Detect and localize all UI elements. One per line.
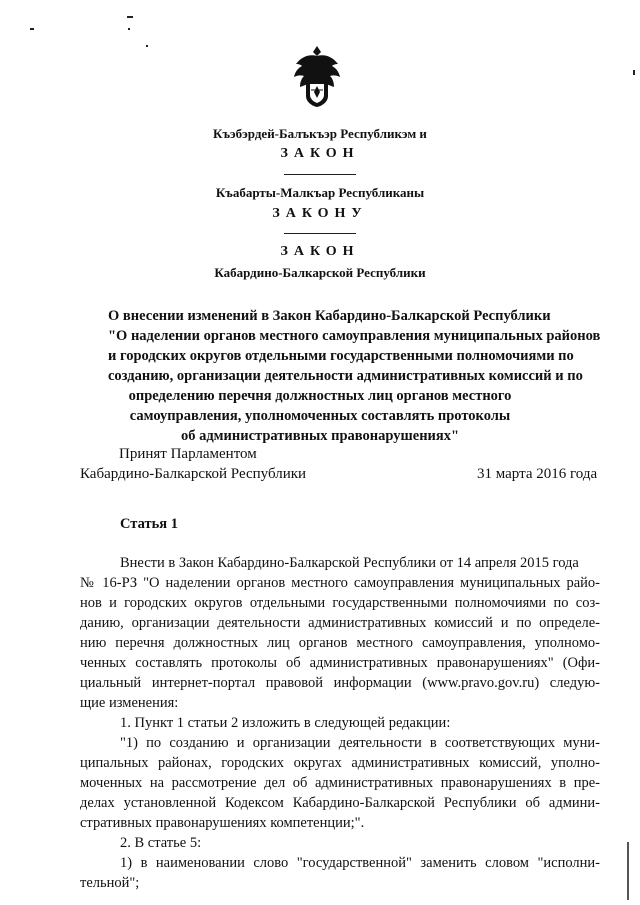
scan-speck <box>128 28 130 30</box>
header-balkar-line: Къабарты-Малкъар Республиканы <box>215 185 425 200</box>
body-line: 1) в наименовании слово "государственной" заменить словом "исполни- <box>120 855 600 871</box>
body-line: делах установленной Кодексом Кабардино-Балкарской Республики об админи- <box>80 795 600 811</box>
scan-speck <box>30 28 34 30</box>
header-zakon-russian: ЗАКОН <box>280 244 360 259</box>
scan-speck <box>146 45 148 47</box>
body-line: данию, организации деятельности административных комиссий и по определе- <box>80 615 600 631</box>
body-line: ципальных районах, городских округах административных комиссий, уполно- <box>80 755 600 771</box>
body-line: моченных на рассмотрение дел об административных правонарушениях в пре- <box>80 775 600 791</box>
body-line: тельной"; <box>80 875 140 891</box>
body-line: циальный интернет-портал правовой информации (www.pravo.gov.ru) следую- <box>80 675 600 691</box>
scan-speck <box>633 70 635 75</box>
body-line: Внести в Закон Кабардино-Балкарской Республики от 14 апреля 2015 года <box>120 555 579 571</box>
body-line: нию перечня должностных лиц органов местного самоуправления, уполномо- <box>80 635 600 651</box>
body-line: 2. В статье 5: <box>120 835 202 851</box>
body-line: ченных составлять протоколы об административных правонарушениях" (Офи- <box>80 655 600 671</box>
body-line: щие изменения: <box>80 695 179 711</box>
title-line: самоуправления, уполномоченных составлять протоколы <box>129 408 511 424</box>
body-line: нов и городских округов отдельными государственными полномочиями по соз- <box>80 595 600 611</box>
title-line: определению перечня должностных лиц органов местного <box>128 388 512 404</box>
title-line: О внесении изменений в Закон Кабардино-Балкарской Республики <box>108 308 551 324</box>
scan-speck <box>127 16 133 18</box>
title-line: и городских округов отдельными государственными полномочиями по <box>108 348 574 364</box>
coat-of-arms-emblem <box>292 44 342 108</box>
title-line: "О наделении органов местного самоуправления муниципальных районов <box>108 328 601 344</box>
body-line: стративных правонарушениях компетенции;". <box>80 815 365 831</box>
adoption-parliament: Кабардино-Балкарской Республики <box>80 466 307 482</box>
header-zakon-kabardian: ЗАКОН <box>280 146 360 161</box>
header-russian-line: Кабардино-Балкарской Республики <box>214 265 426 280</box>
adoption-date: 31 марта 2016 года <box>477 466 598 482</box>
article-heading: Статья 1 <box>120 516 178 532</box>
title-line: об административных правонарушениях" <box>180 428 460 444</box>
body-line: № 16-РЗ "О наделении органов местного самоуправления муниципальных райо- <box>80 575 600 591</box>
header-zakonu-balkar: ЗАКОНУ <box>272 206 368 221</box>
header-divider <box>284 233 356 234</box>
header-divider <box>284 174 356 175</box>
adoption-line: Принят Парламентом <box>119 446 257 462</box>
header-kabardian-line: Къэбэрдей-Балъкъэр Республикэм и <box>213 126 427 141</box>
title-line: созданию, организации деятельности административных комиссий и по <box>108 368 583 384</box>
body-line: 1. Пункт 1 статьи 2 изложить в следующей редакции: <box>120 715 451 731</box>
scan-edge-mark <box>627 842 629 900</box>
body-line: "1) по созданию и организации деятельности в соответствующих муни- <box>120 735 600 751</box>
law-title <box>108 306 601 446</box>
